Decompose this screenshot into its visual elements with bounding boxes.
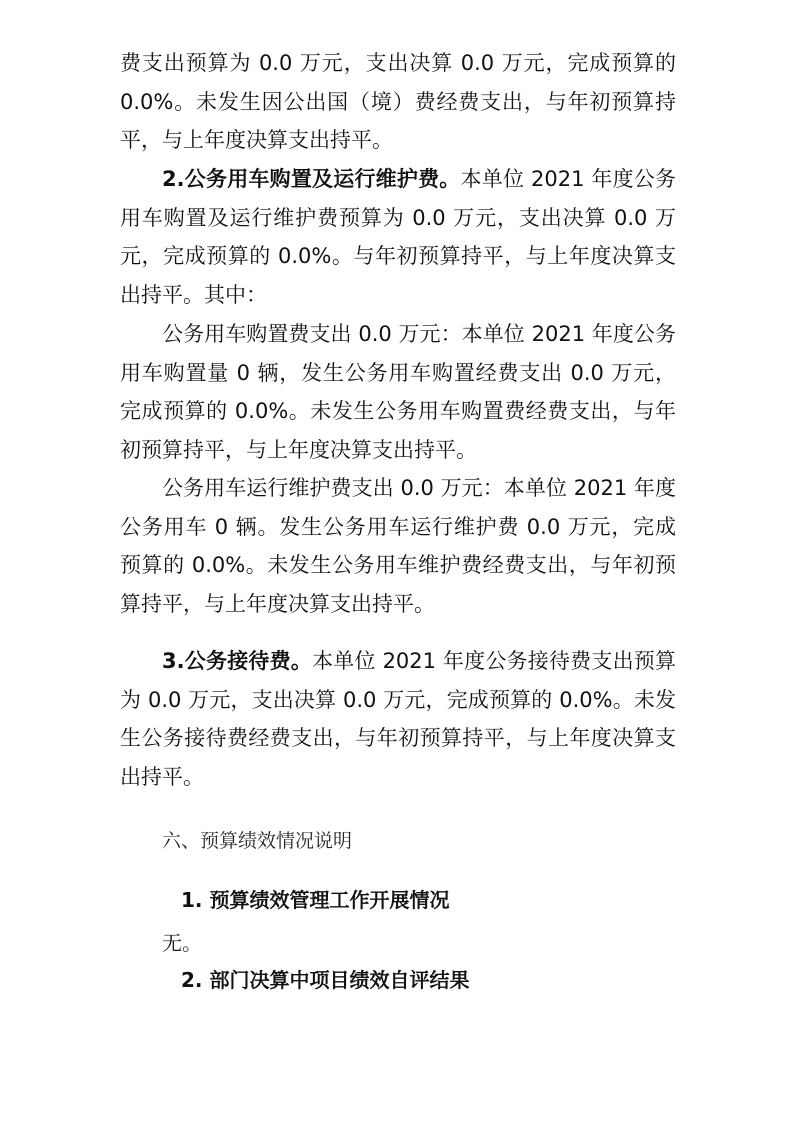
performance-management-body: 无。 [162, 931, 202, 955]
paragraph-lead-reception: 3.公务接待费。 [162, 649, 313, 673]
paragraph-lead-vehicle: 2.公务用车购置及运行维护费。 [162, 167, 461, 191]
subheading-performance-management: 1. 预算绩效管理工作开展情况 [181, 888, 450, 912]
paragraph-vehicle-maintenance-expense: 公务用车运行维护费支出 0.0 万元：本单位 2021 年度公务用车 0 辆。发生公务用车运行维护费 0.0 万元，完成预算的 0.0%。未发生公务用车维护费经费支出，与年初预算持平，与上年度决算支出持平。 [120, 476, 676, 616]
paragraph-body-vehicle: 本单位 2021 年度公务用车购置及运行维护费预算为 0.0 万元，支出决算 0.0 万元，完成预算的 0.0%。与年初预算持平，与上年度决算支出持平。其中： [120, 167, 677, 307]
paragraph-body-reception: 本单位 2021 年度公务接待费支出预算为 0.0 万元，支出决算 0.0 万元，完成预算的 0.0%。未发生公务接待费经费支出，与年初预算持平，与上年度决算支出持平。 [120, 649, 676, 789]
paragraph-overseas-travel-expense: 费支出预算为 0.0 万元，支出决算 0.0 万元，完成预算的 0.0%。未发生因公出国（境）费经费支出，与年初预算持平，与上年度决算支出持平。 [120, 51, 676, 152]
subheading-project-self-evaluation: 2. 部门决算中项目绩效自评结果 [181, 968, 470, 992]
section-heading-performance: 六、预算绩效情况说明 [162, 830, 353, 852]
paragraph-official-vehicle-expense [120, 160, 676, 314]
paragraph-reception-expense [120, 642, 676, 796]
paragraph-vehicle-purchase-expense: 公务用车购置费支出 0.0 万元：本单位 2021 年度公务用车购置量 0 辆，发生公务用车购置经费支出 0.0 万元，完成预算的 0.0%。未发生公务用车购置费经费支出，与年初预算持平，与上年度决算支出持平。 [120, 322, 676, 462]
